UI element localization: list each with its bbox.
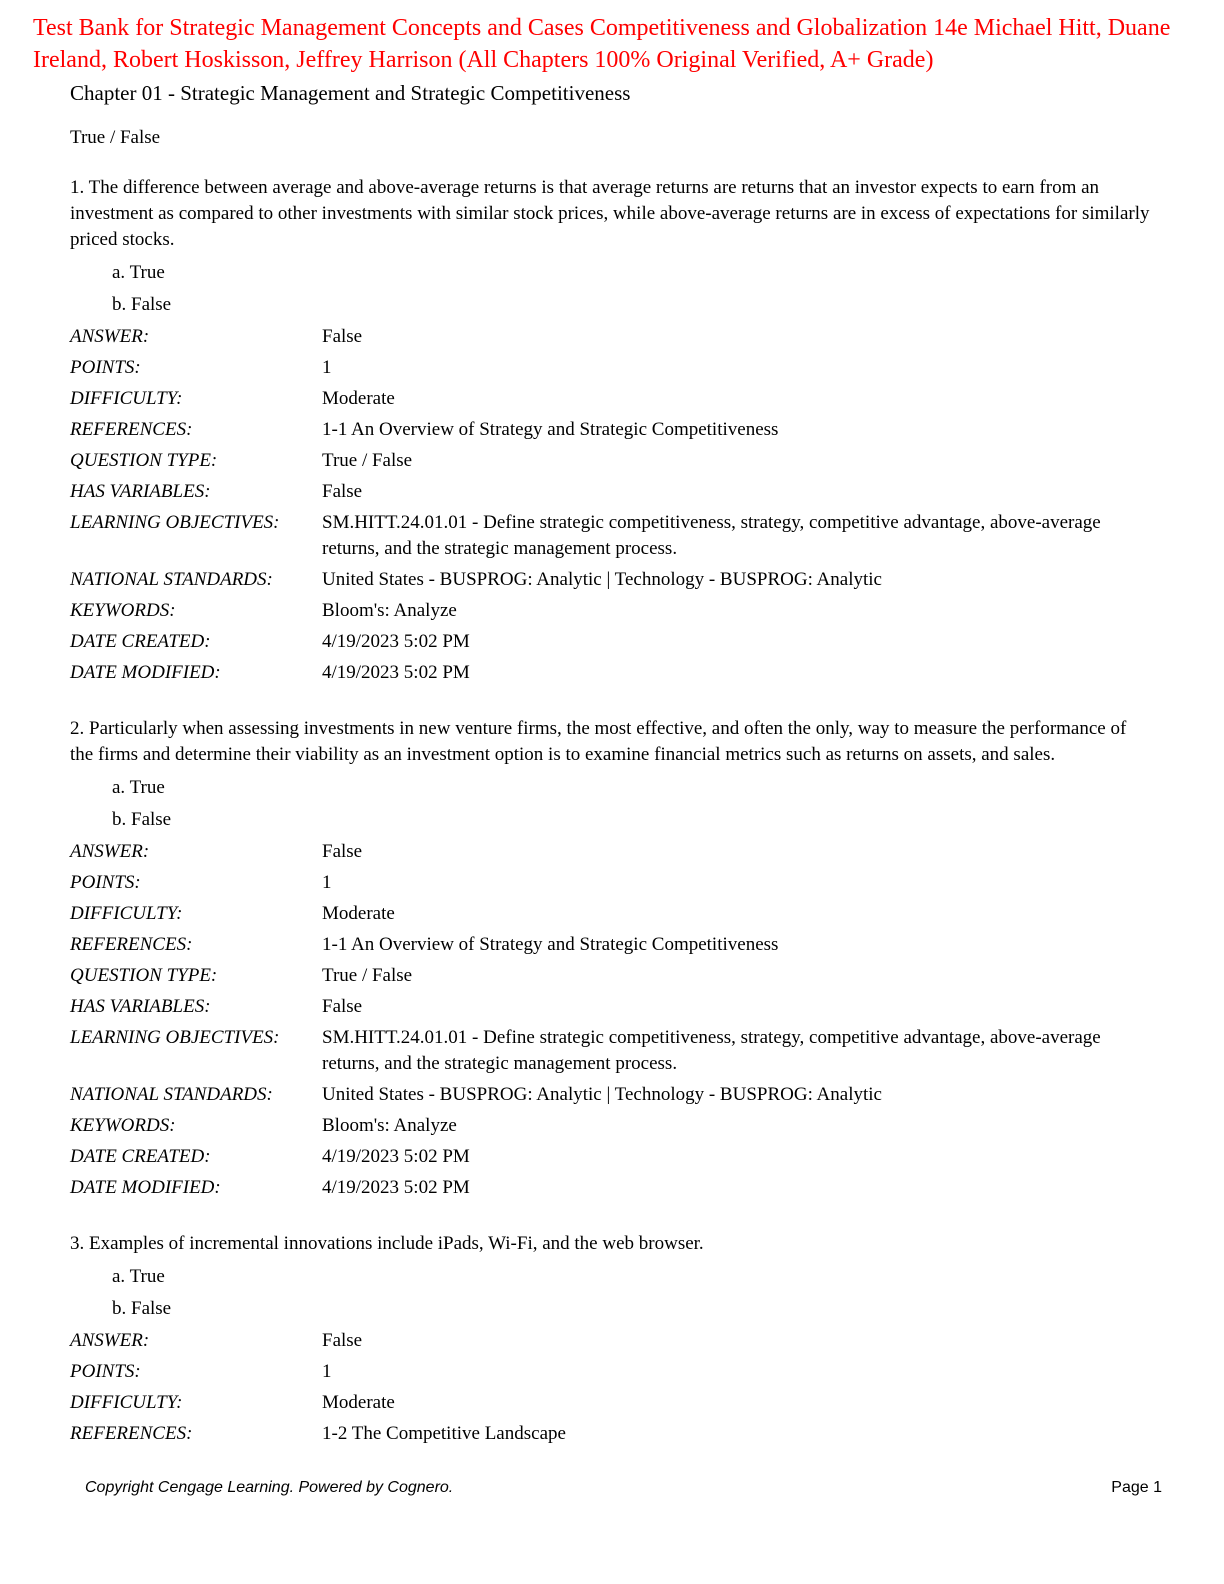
field-value: 1-2 The Competitive Landscape (322, 1423, 566, 1444)
field-value: 4/19/2023 5:02 PM (322, 1177, 470, 1198)
meta-row (70, 994, 1150, 1020)
meta-row (70, 324, 1150, 350)
questions-container (70, 175, 1150, 1447)
field-value: False (322, 841, 363, 862)
field-value: 1 (322, 872, 332, 893)
field-value: Bloom's: Analyze (322, 600, 457, 621)
footer-copyright: Copyright Cengage Learning. Powered by Cognero. (85, 1479, 454, 1496)
field-value: True / False (322, 450, 413, 471)
field-value: 4/19/2023 5:02 PM (322, 662, 470, 683)
field-value: United States - BUSPROG: Analytic | Technology - BUSPROG: Analytic (322, 1084, 882, 1105)
field-label: POINTS: (70, 1361, 141, 1382)
meta-row (70, 355, 1150, 381)
field-value: SM.HITT.24.01.01 - Define strategic competitiveness, strategy, competitive advantage, above-average returns, and the strategic management process. (322, 512, 1101, 559)
meta-row (70, 1359, 1150, 1385)
field-value: Moderate (322, 1392, 395, 1413)
field-label: NATIONAL STANDARDS: (70, 569, 273, 590)
field-label: LEARNING OBJECTIVES: (70, 1027, 280, 1048)
field-value: Moderate (322, 388, 395, 409)
meta-row (70, 629, 1150, 655)
question-text: 1. The difference between average and above-average returns is that average returns are returns that an investor expects to earn from an investment as compared to other investments with similar stock prices, while above-average returns are in excess of expectations for similarly priced stocks. (70, 177, 1150, 250)
field-label: DIFFICULTY: (70, 388, 183, 409)
field-label: REFERENCES: (70, 934, 193, 955)
question-text: 2. Particularly when assessing investments in new venture firms, the most effective, and often the only, way to measure the performance of the firms and determine their viability as an investment option is to examine financial metrics such as returns on assets, and sales. (70, 718, 1127, 765)
question-block (70, 1231, 1150, 1447)
field-value: 1 (322, 357, 332, 378)
question-metadata (70, 839, 1150, 1201)
field-value: 4/19/2023 5:02 PM (322, 1146, 470, 1167)
answer-choice: b. False (112, 294, 172, 315)
answer-choice: b. False (112, 1298, 172, 1319)
meta-row (70, 870, 1150, 896)
field-label: QUESTION TYPE: (70, 450, 218, 471)
meta-row (70, 932, 1150, 958)
field-label: LEARNING OBJECTIVES: (70, 512, 280, 533)
meta-row (70, 386, 1150, 412)
field-value: 1-1 An Overview of Strategy and Strategic Competitiveness (322, 419, 779, 440)
meta-row (70, 1421, 1150, 1447)
question-block (70, 175, 1150, 686)
field-label: ANSWER: (70, 1330, 150, 1351)
meta-row (70, 1082, 1150, 1108)
answer-choices (112, 775, 1150, 833)
chapter-heading: Chapter 01 - Strategic Management and Strategic Competitiveness (70, 81, 631, 105)
meta-row (70, 417, 1150, 443)
field-value: True / False (322, 965, 413, 986)
meta-row (70, 1144, 1150, 1170)
meta-row (70, 1390, 1150, 1416)
field-label: DIFFICULTY: (70, 1392, 183, 1413)
field-value: Bloom's: Analyze (322, 1115, 457, 1136)
field-label: HAS VARIABLES: (70, 996, 211, 1017)
meta-row (70, 598, 1150, 624)
question-metadata (70, 1328, 1150, 1447)
field-label: ANSWER: (70, 841, 150, 862)
field-label: NATIONAL STANDARDS: (70, 1084, 273, 1105)
meta-row (70, 839, 1150, 865)
meta-row (70, 1175, 1150, 1201)
field-value: 1-1 An Overview of Strategy and Strategic Competitiveness (322, 934, 779, 955)
answer-choice: a. True (112, 1266, 165, 1287)
field-label: DIFFICULTY: (70, 903, 183, 924)
field-label: DATE MODIFIED: (70, 1177, 221, 1198)
field-label: REFERENCES: (70, 419, 193, 440)
field-label: KEYWORDS: (70, 600, 176, 621)
field-label: HAS VARIABLES: (70, 481, 211, 502)
field-value: SM.HITT.24.01.01 - Define strategic competitiveness, strategy, competitive advantage, above-average returns, and the strategic management process. (322, 1027, 1101, 1074)
answer-choice: b. False (112, 809, 172, 830)
answer-choices (112, 1264, 1150, 1322)
field-value: 4/19/2023 5:02 PM (322, 631, 470, 652)
meta-row (70, 1113, 1150, 1139)
field-value: United States - BUSPROG: Analytic | Technology - BUSPROG: Analytic (322, 569, 882, 590)
field-label: POINTS: (70, 357, 141, 378)
field-value: False (322, 326, 363, 347)
meta-row (70, 901, 1150, 927)
field-value: Moderate (322, 903, 395, 924)
field-label: POINTS: (70, 872, 141, 893)
field-value: False (322, 996, 363, 1017)
meta-row (70, 567, 1150, 593)
section-heading: True / False (70, 127, 161, 148)
meta-row (70, 510, 1150, 562)
field-value: 1 (322, 1361, 332, 1382)
field-label: ANSWER: (70, 326, 150, 347)
question-block (70, 716, 1150, 1201)
field-value: False (322, 481, 363, 502)
meta-row (70, 660, 1150, 686)
answer-choice: a. True (112, 262, 165, 283)
field-label: DATE CREATED: (70, 1146, 211, 1167)
field-label: KEYWORDS: (70, 1115, 176, 1136)
meta-row (70, 448, 1150, 474)
meta-row (70, 1025, 1150, 1077)
field-label: REFERENCES: (70, 1423, 193, 1444)
field-label: DATE MODIFIED: (70, 662, 221, 683)
field-label: DATE CREATED: (70, 631, 211, 652)
meta-row (70, 1328, 1150, 1354)
answer-choice: a. True (112, 777, 165, 798)
field-label: QUESTION TYPE: (70, 965, 218, 986)
question-text: 3. Examples of incremental innovations include iPads, Wi-Fi, and the web browser. (70, 1233, 704, 1254)
field-value: False (322, 1330, 363, 1351)
answer-choices (112, 260, 1150, 318)
meta-row (70, 479, 1150, 505)
meta-row (70, 963, 1150, 989)
page-footer (85, 1478, 1162, 1498)
page-title: Test Bank for Strategic Management Concepts and Cases Competitiveness and Globalization 14e Michael Hitt, Duane Ireland, Robert Hoskisson, Jeffrey Harrison (All Chapters 100% Original Verified, A+ Grade) (33, 15, 1171, 73)
footer-page-number: Page 1 (1111, 1479, 1162, 1496)
question-metadata (70, 324, 1150, 686)
